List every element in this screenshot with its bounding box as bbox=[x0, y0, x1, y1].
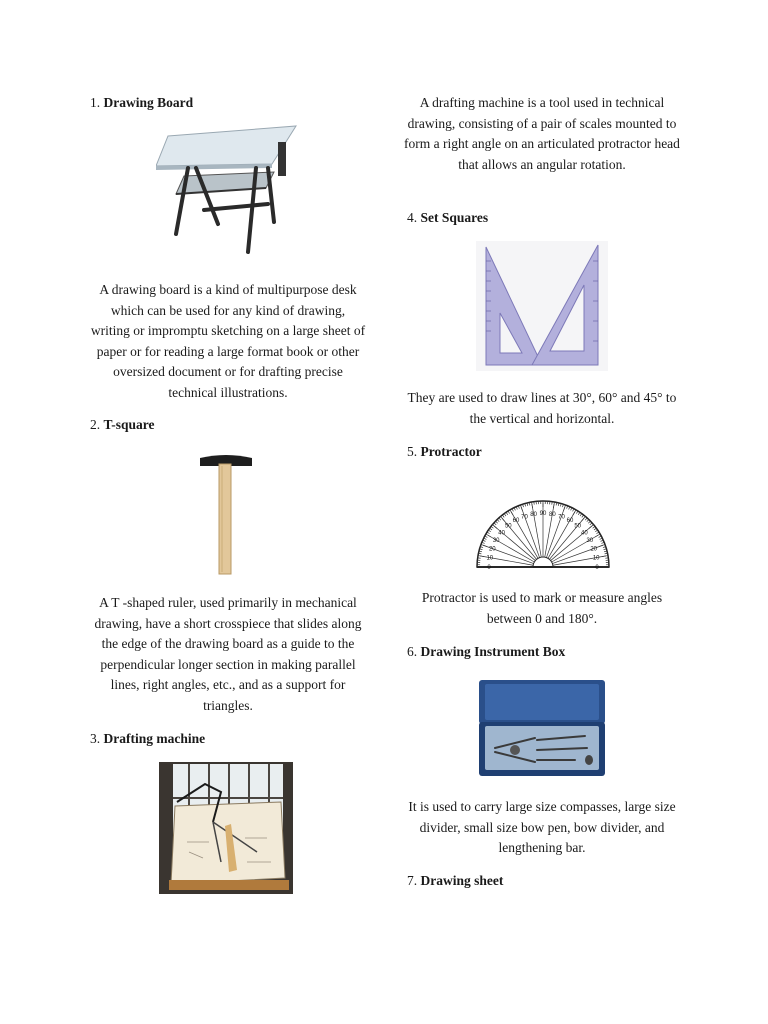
protractor-scale-label: 10 bbox=[592, 555, 600, 562]
item-title: Drawing Board bbox=[103, 95, 194, 110]
item-number: 5. bbox=[407, 444, 418, 459]
item-number: 3. bbox=[90, 731, 101, 746]
protractor-scale-label: 90 bbox=[539, 511, 547, 517]
item-number: 4. bbox=[407, 210, 418, 225]
item-number: 1. bbox=[90, 95, 101, 110]
protractor-image bbox=[474, 477, 612, 571]
drafting-machine-description: A drafting machine is a tool used in technical drawing, consisting of a pair of scales mounted to form a right angle on an articulated protractor head that allows an angular rotation. bbox=[404, 95, 680, 172]
protractor-scale-label: 60 bbox=[512, 518, 520, 525]
protractor-scale-label: 20 bbox=[488, 546, 496, 553]
item-number: 2. bbox=[90, 417, 101, 432]
protractor-scale-label: 20 bbox=[590, 546, 598, 553]
heading-instrument-box bbox=[407, 643, 565, 661]
protractor-description: Protractor is used to mark or measure angles between 0 and 180°. bbox=[421, 590, 663, 626]
protractor-scale-label: 30 bbox=[492, 538, 500, 544]
set-squares-image bbox=[476, 241, 608, 371]
item-number: 7. bbox=[407, 873, 418, 888]
protractor-scale-label: 50 bbox=[504, 523, 512, 530]
heading-protractor bbox=[407, 443, 482, 461]
item-title: Drawing Instrument Box bbox=[420, 644, 566, 659]
heading-drawing-board bbox=[90, 94, 193, 112]
drawing-board-description: A drawing board is a kind of multipurpose desk which can be used for any kind of drawing, writing or impromptu sketching on a large sheet of paper or for reading a large format book or other oversized document or for drafting precise technical illustrations. bbox=[90, 282, 366, 400]
protractor-scale-label: 70 bbox=[558, 514, 565, 521]
item-number: 6. bbox=[407, 644, 418, 659]
protractor-scale-label: 40 bbox=[498, 530, 505, 537]
protractor-scale-label: 0 bbox=[595, 565, 599, 571]
set-squares-description: They are used to draw lines at 30°, 60° and 45° to the vertical and horizontal. bbox=[407, 390, 677, 426]
protractor-scale-label: 70 bbox=[521, 514, 528, 521]
item-title: Drawing sheet bbox=[420, 873, 504, 888]
protractor-scale-label: 80 bbox=[530, 511, 537, 518]
item-title: Set Squares bbox=[420, 210, 489, 225]
protractor-scale-label: 10 bbox=[486, 555, 494, 562]
heading-drawing-sheet bbox=[407, 872, 503, 890]
protractor-scale-label: 30 bbox=[586, 538, 594, 544]
heading-set-squares bbox=[407, 209, 488, 227]
item-title: T-square bbox=[103, 417, 155, 432]
t-square-description: A T -shaped ruler, used primarily in mechanical drawing, have a short crosspiece that slides along the edge of the drawing board as a guide to the perpendicular longer section in making parallel lines, right angles, etc., and as a support for triangles. bbox=[94, 595, 362, 713]
item-title: Protractor bbox=[420, 444, 482, 459]
instrument-box-description: It is used to carry large size compasses, large size divider, small size bow pen, bow divider, and lengthening bar. bbox=[408, 799, 676, 856]
protractor-scale-label: 80 bbox=[549, 511, 556, 518]
item-title: Drafting machine bbox=[103, 731, 206, 746]
drafting-machine-image bbox=[159, 762, 293, 894]
heading-t-square bbox=[90, 416, 155, 434]
instrument-box-image bbox=[475, 678, 609, 778]
protractor-scale-label: 60 bbox=[566, 518, 574, 525]
protractor-scale-label: 40 bbox=[581, 530, 588, 537]
heading-drafting-machine bbox=[90, 730, 205, 748]
t-square-image bbox=[196, 452, 256, 576]
protractor-scale-label: 50 bbox=[574, 523, 582, 530]
drawing-board-image bbox=[156, 124, 298, 266]
protractor-scale-label: 0 bbox=[487, 565, 491, 571]
